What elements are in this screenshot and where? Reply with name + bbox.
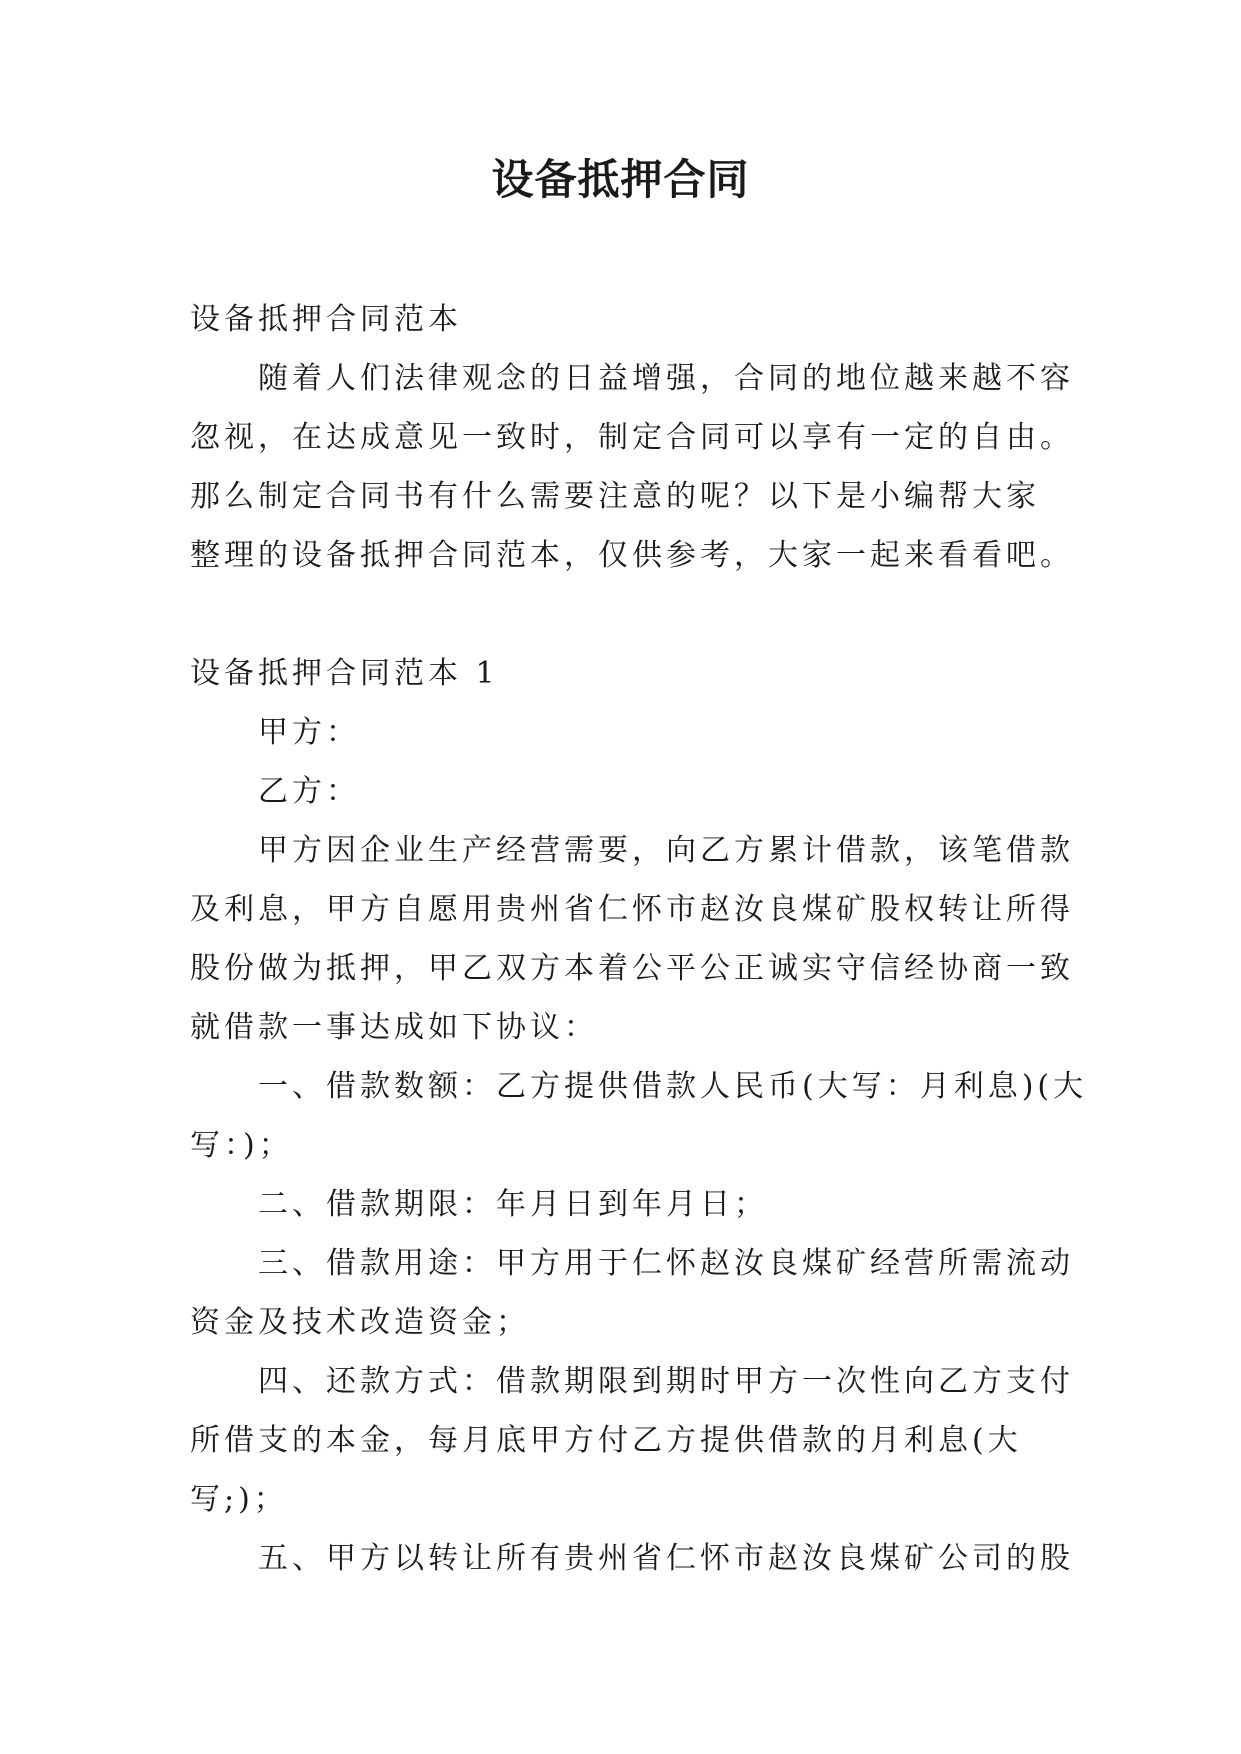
intro-line: 那么制定合同书有什么需要注意的呢？以下是小编帮大家 (190, 479, 1040, 514)
intro-line: 整理的设备抵押合同范本，仅供参考，大家一起来看看吧。 (190, 538, 1074, 573)
intro-line: 忽视，在达成意见一致时，制定合同可以享有一定的自由。 (190, 420, 1074, 455)
clause-1-line: 写：)； (190, 1128, 293, 1163)
paragraph-gap (190, 585, 1060, 644)
clause-4-line: 四、还款方式：借款期限到期时甲方一次性向乙方支付 (258, 1364, 1074, 1399)
clause-3-line: 资金及技术改造资金； (190, 1305, 530, 1340)
preamble-line: 股份做为抵押，甲乙双方本着公平公正诚实守信经协商一致 (190, 951, 1074, 986)
preamble-line: 及利息，甲方自愿用贵州省仁怀市赵汝良煤矿股权转让所得 (190, 892, 1074, 927)
subtitle: 设备抵押合同范本 (190, 302, 462, 337)
clause-2-line: 二、借款期限：年月日到年月日； (258, 1187, 768, 1222)
clause-4-line: 所借支的本金，每月底甲方付乙方提供借款的月利息(大 (190, 1423, 1022, 1458)
page-title: 设备抵押合同 (491, 155, 750, 204)
party-a-label: 甲方： (258, 715, 360, 750)
preamble-line: 甲方因企业生产经营需要，向乙方累计借款，该笔借款 (258, 833, 1074, 868)
preamble-line: 就借款一事达成如下协议： (190, 1010, 598, 1045)
section-heading: 设备抵押合同范本 1 (190, 656, 499, 691)
clause-3-line: 三、借款用途：甲方用于仁怀赵汝良煤矿经营所需流动 (258, 1246, 1074, 1281)
clause-4-line: 写;)； (190, 1482, 288, 1517)
party-b-label: 乙方： (258, 774, 360, 809)
clause-1-line: 一、借款数额：乙方提供借款人民币(大写：月利息)(大 (258, 1069, 1088, 1104)
document-body (190, 290, 1088, 1588)
clause-5-line: 五、甲方以转让所有贵州省仁怀市赵汝良煤矿公司的股 (258, 1541, 1074, 1576)
intro-line: 随着人们法律观念的日益增强，合同的地位越来越不容 (258, 361, 1074, 396)
